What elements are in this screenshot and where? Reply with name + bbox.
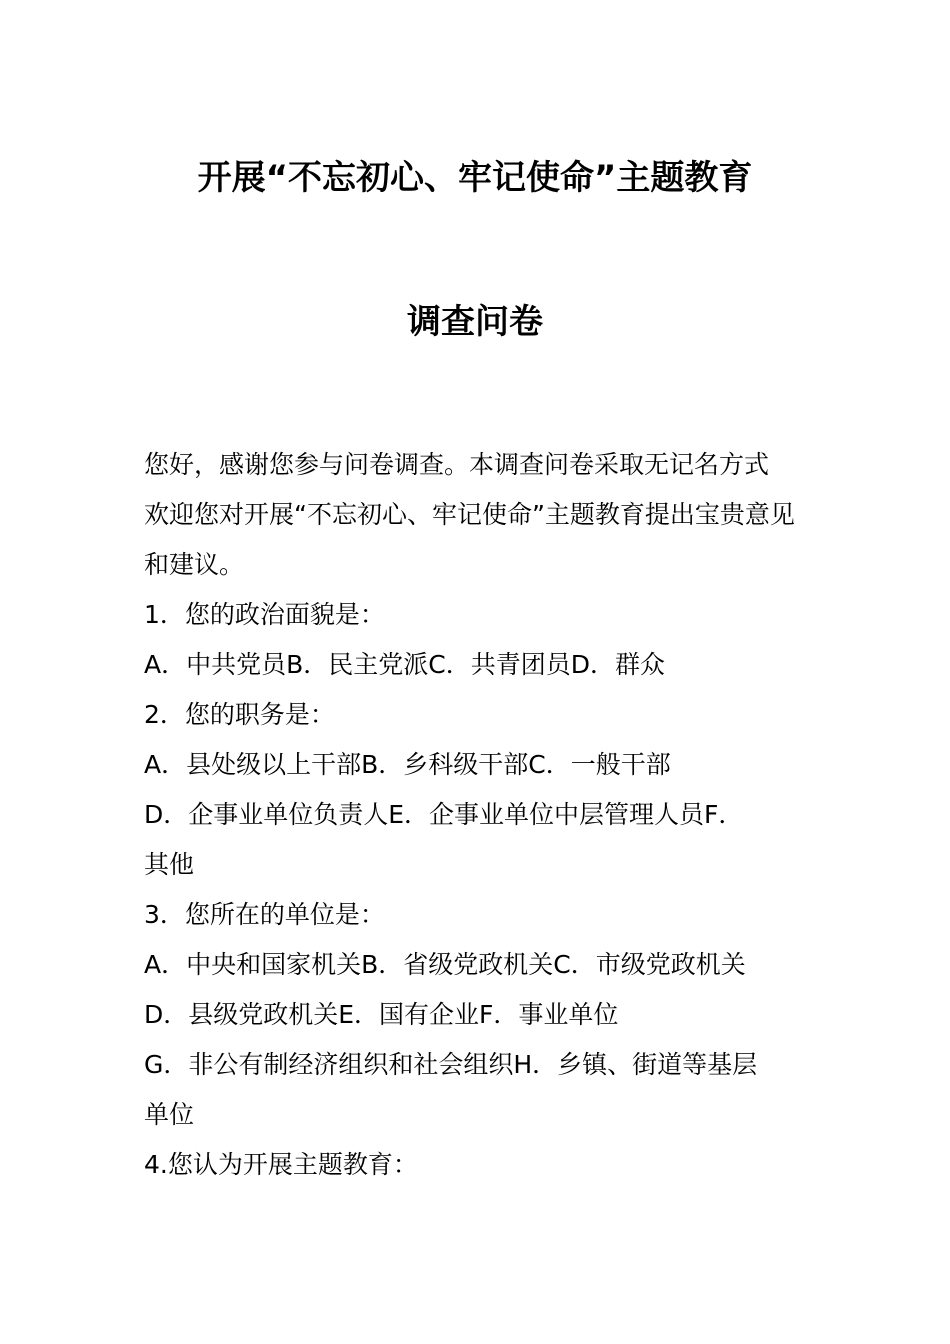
question-3-options-2: D．县级党政机关E．国有企业F．事业单位: [144, 1000, 619, 1029]
question-3-options-1: A．中央和国家机关B．省级党政机关C．市级党政机关: [144, 950, 746, 979]
document-title-line-2: 调查问卷: [407, 302, 543, 342]
document-body: [144, 440, 810, 1190]
document-title-line-1: 开展“不忘初心、牢记使命”主题教育: [197, 158, 753, 198]
question-1-options: A．中共党员B．民主党派C．共青团员D．群众: [144, 650, 665, 679]
question-2-options-2: D．企事业单位负责人E．企事业单位中层管理人员F．: [144, 800, 744, 829]
intro-line-1: 您好，感谢您参与问卷调查。本调查问卷采取无记名方式: [144, 450, 770, 479]
question-3-options-3: G．非公有制经济组织和社会组织H．乡镇、街道等基层: [144, 1050, 758, 1079]
question-2: 2．您的职务是：: [144, 700, 335, 729]
question-2-options-3: 其他: [144, 850, 195, 879]
question-3: 3．您所在的单位是：: [144, 900, 385, 929]
question-1: 1．您的政治面貌是：: [144, 600, 385, 629]
question-3-options-4: 单位: [144, 1100, 195, 1129]
question-4: 4.您认为开展主题教育：: [144, 1150, 418, 1179]
question-2-options-1: A．县处级以上干部B．乡科级干部C．一般干部: [144, 750, 671, 779]
intro-line-3: 和建议。: [144, 550, 245, 579]
intro-line-2: 欢迎您对开展“不忘初心、牢记使命”主题教育提出宝贵意见: [144, 500, 795, 529]
